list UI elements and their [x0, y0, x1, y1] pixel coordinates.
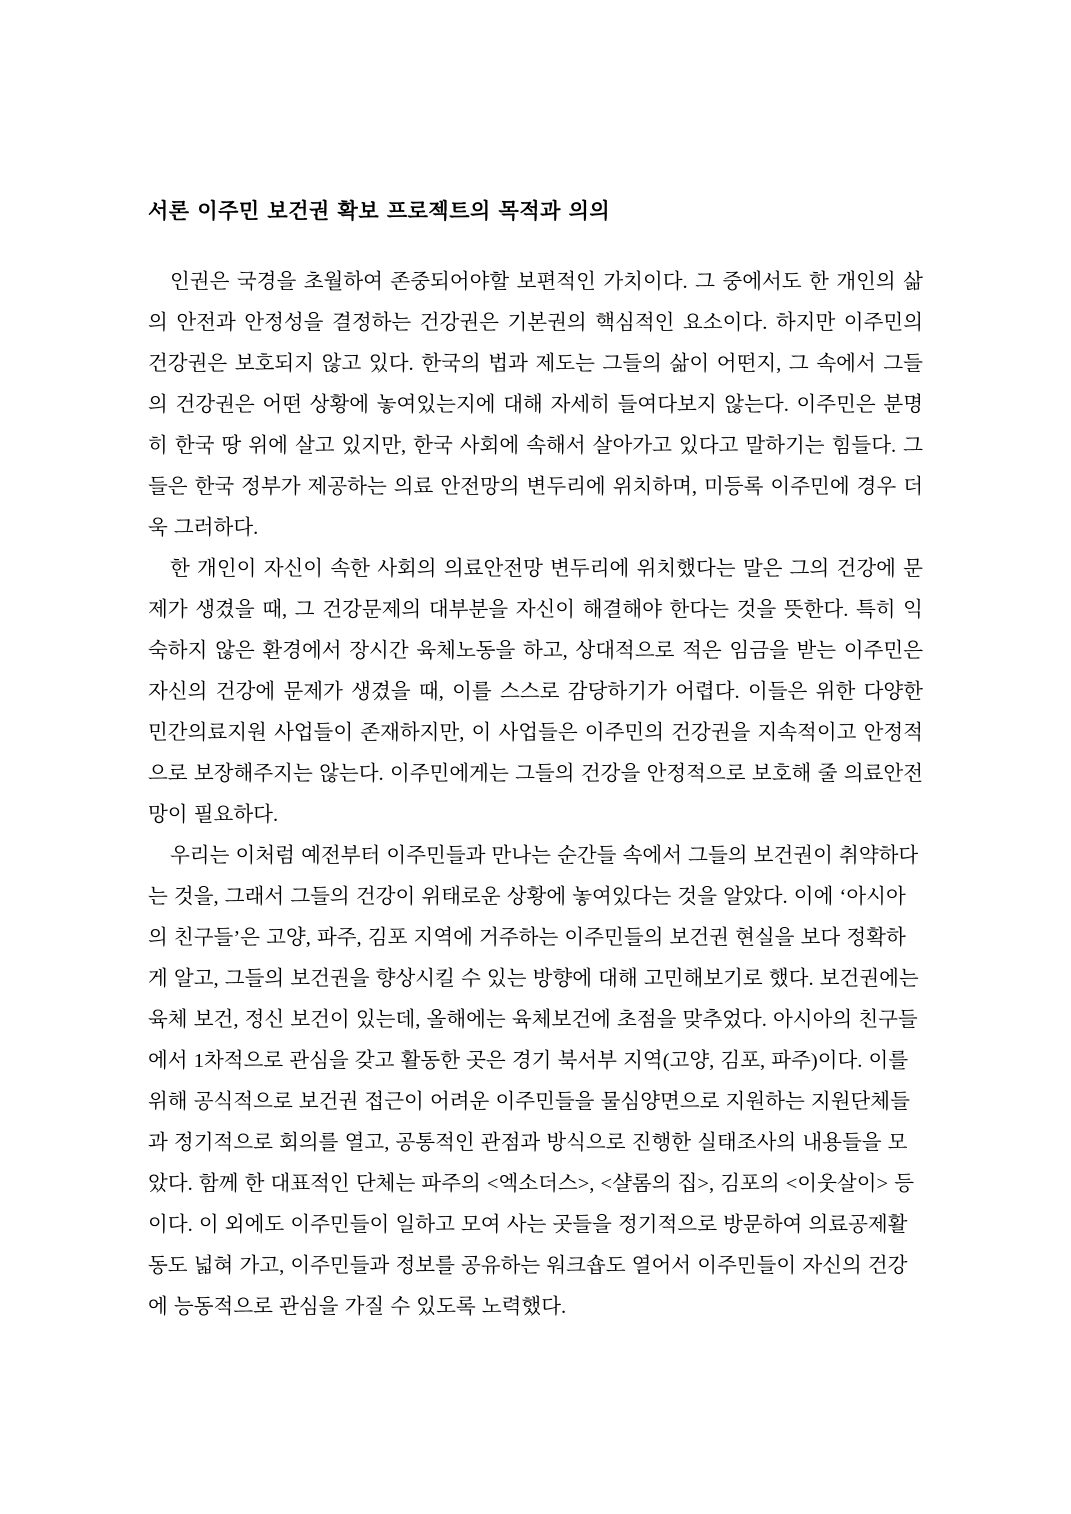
document-body — [148, 262, 923, 1328]
page-title: 서론 이주민 보건권 확보 프로젝트의 목적과 의의 — [148, 199, 611, 223]
paragraph-1: 인권은 국경을 초월하여 존중되어야할 보편적인 가치이다. 그 중에서도 한 개인의 삶의 안전과 안정성을 결정하는 건강권은 기본권의 핵심적인 요소이다. 하지만 이주민의 건강권은 보호되지 않고 있다. 한국의 법과 제도는 그들의 삶이 어떤지, 그 속에서 그들의 건강권은 어떤 상황에 놓여있는지에 대해 자세히 들여다보지 않는다. 이주민은 분명히 한국 땅 위에 살고 있지만, 한국 사회에 속해서 살아가고 있다고 말하기는 힘들다. 그들은 한국 정부가 제공하는 의료 안전망의 변두리에 위치하며, 미등록 이주민에 경우 더욱 그러하다. — [148, 270, 923, 539]
paragraph-2: 한 개인이 자신이 속한 사회의 의료안전망 변두리에 위치했다는 말은 그의 건강에 문제가 생겼을 때, 그 건강문제의 대부분을 자신이 해결해야 한다는 것을 뜻한다. 특히 익숙하지 않은 환경에서 장시간 육체노동을 하고, 상대적으로 적은 임금을 받는 이주민은 자신의 건강에 문제가 생겼을 때, 이를 스스로 감당하기가 어렵다. 이들은 위한 다양한 민간의료지원 사업들이 존재하지만, 이 사업들은 이주민의 건강권을 지속적이고 안정적으로 보장해주지는 않는다. 이주민에게는 그들의 건강을 안정적으로 보호해 줄 의료안전망이 필요하다. — [148, 557, 923, 826]
paragraph-3: 우리는 이처럼 예전부터 이주민들과 만나는 순간들 속에서 그들의 보건권이 취약하다는 것을, 그래서 그들의 건강이 위태로운 상황에 놓여있다는 것을 알았다. 이에 ‘아시아의 친구들’은 고양, 파주, 김포 지역에 거주하는 이주민들의 보건권 현실을 보다 정확하게 알고, 그들의 보건권을 향상시킬 수 있는 방향에 대해 고민해보기로 했다. 보건권에는 육체 보건, 정신 보건이 있는데, 올해에는 육체보건에 초점을 맞추었다. 아시아의 친구들에서 1차적으로 관심을 갖고 활동한 곳은 경기 북서부 지역(고양, 김포, 파주)이다. 이를 위해 공식적으로 보건권 접근이 어려운 이주민들을 물심양면으로 지원하는 지원단체들과 정기적으로 회의를 열고, 공통적인 관점과 방식으로 진행한 실태조사의 내용들을 모았다. 함께 한 대표적인 단체는 파주의 <엑소더스>, <샬롬의 집>, 김포의 <이웃살이> 등이다. 이 외에도 이주민들이 일하고 모여 사는 곳들을 정기적으로 방문하여 의료공제활동도 넓혀 가고, 이주민들과 정보를 공유하는 워크숍도 열어서 이주민들이 자신의 건강에 능동적으로 관심을 가질 수 있도록 노력했다. — [148, 844, 919, 1318]
